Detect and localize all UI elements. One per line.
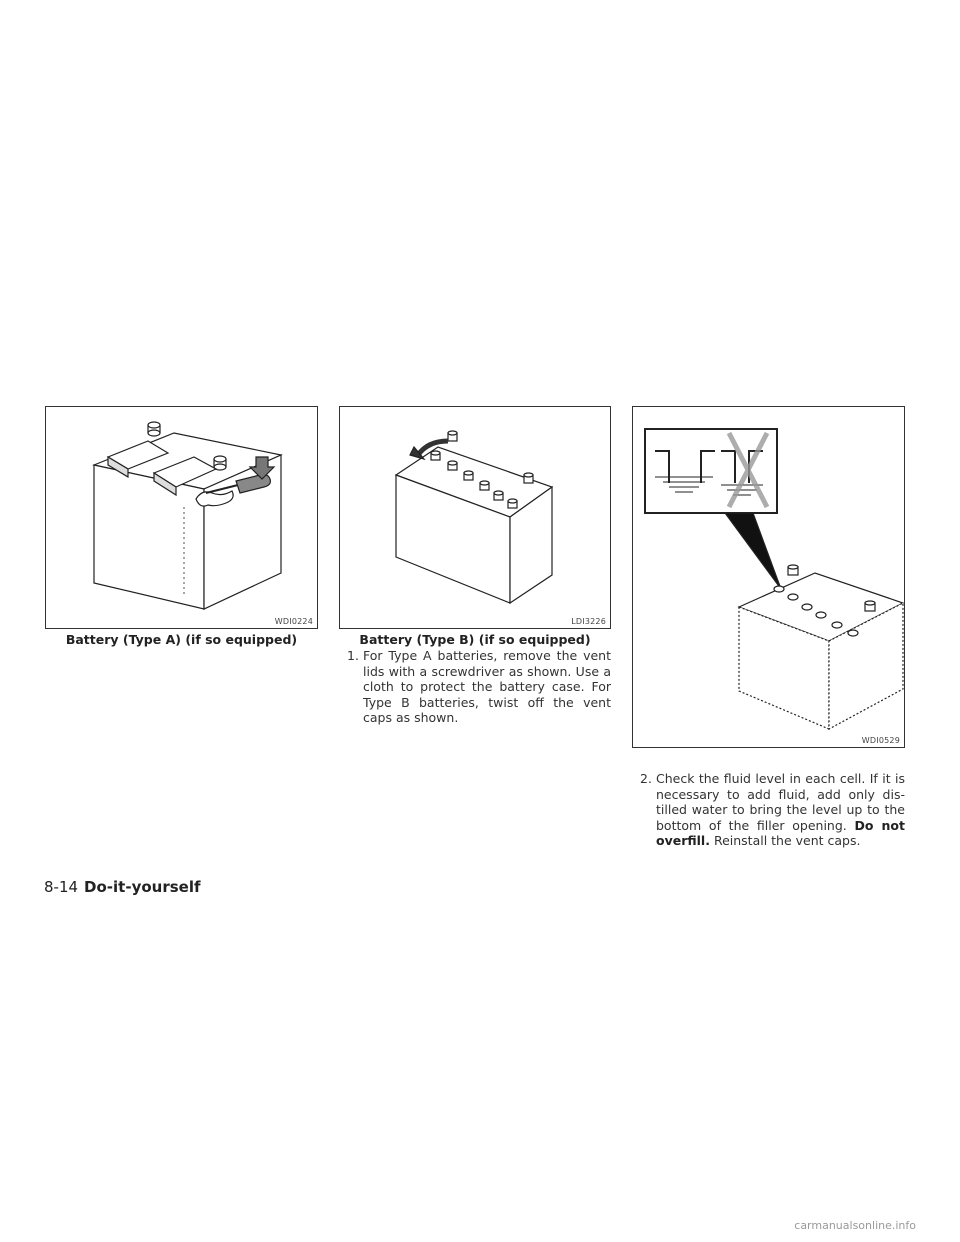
figure-fluid-level [632, 406, 905, 748]
figure-code: WDI0224 [274, 617, 313, 626]
instruction-step-2 [640, 771, 905, 849]
instruction-step-1 [347, 648, 611, 726]
page-footer [44, 878, 201, 896]
section-title: Do-it-yourself [84, 878, 201, 896]
step-tail-text: Reinstall the vent caps. [713, 833, 861, 848]
figure-caption-type-b: Battery (Type B) (if so equipped) [359, 632, 591, 647]
step-text [656, 771, 905, 849]
page-number: 8-14 [44, 878, 79, 896]
step-warning: Do not overfill. [656, 817, 905, 848]
step-number: 1. [347, 648, 359, 663]
figure-battery-type-a [45, 406, 318, 629]
figure-caption-type-a: Battery (Type A) (if so equipped) [65, 632, 298, 647]
step-text: For Type A batteries, remove the vent lids with a screwdriver as shown. Use a cloth to protect the battery case. For Type B batteries, twist off the vent caps as shown. [363, 648, 611, 725]
battery-type-b-illustration [340, 407, 611, 629]
figure-code: LDI3226 [571, 617, 606, 626]
step-main-text: Check the fluid level in each cell. If it is necessary to add fluid, add only dis-tilled water to bring the level up to the bottom of the filler opening. [656, 771, 905, 833]
figure-code: WDI0529 [861, 736, 900, 745]
battery-type-a-illustration [46, 407, 318, 629]
fluid-level-illustration [633, 407, 905, 748]
step-number: 2. [640, 771, 652, 786]
figure-battery-type-b [339, 406, 611, 629]
watermark: carmanualsonline.info [794, 1219, 916, 1232]
